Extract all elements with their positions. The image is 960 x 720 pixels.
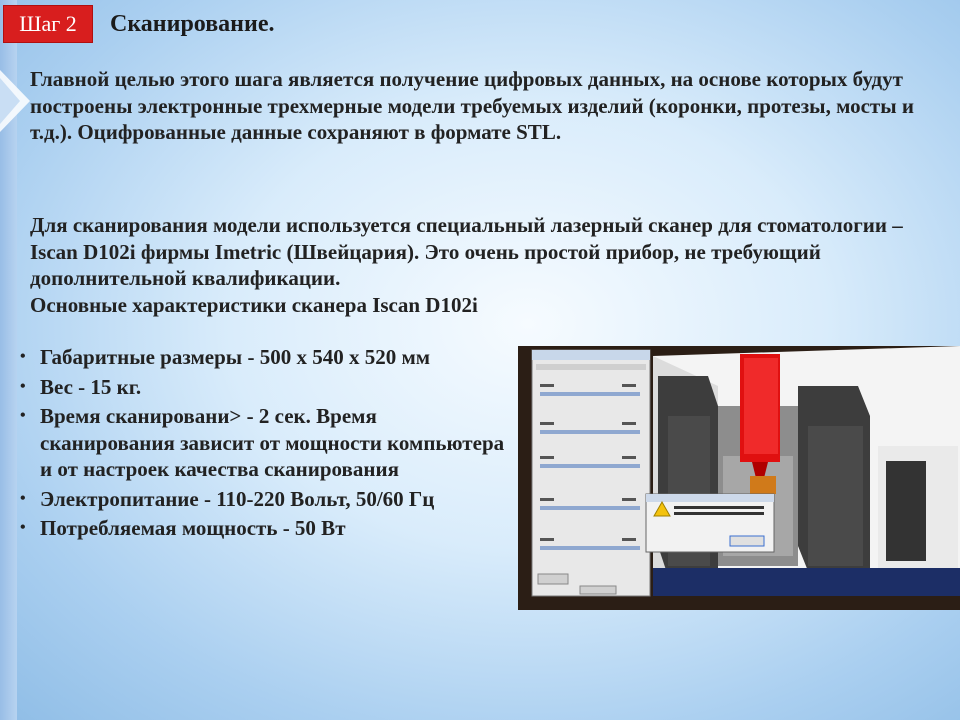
list-item [10,515,510,542]
page-title: Сканирование. [110,11,275,37]
bullet-icon: • [20,489,26,507]
list-item [10,403,510,483]
spec-text: Потребляемая мощность - 50 Вт [40,516,346,540]
step-badge: Шаг 2 [4,6,92,42]
list-item [10,344,510,371]
spec-text: Вес - 15 кг. [40,374,142,399]
bullet-icon: • [20,348,26,365]
list-item [10,374,510,401]
bullet-icon: • [20,407,26,424]
list-item [10,486,510,513]
spec-text: Габаритные размеры - 500 х 540 х 520 мм [40,345,431,369]
scanner-software-image [518,346,960,610]
spec-text: Время сканировани> - 2 сек. Время сканирования зависит от мощности компьютера и от настроек качества сканирования [40,404,505,481]
scanner-paragraph [30,212,950,318]
bullet-icon: • [20,519,26,536]
scanner-description: Для сканирования модели используется специальный лазерный сканер для стоматологии – Iscan D102i фирмы Imetric (Швейцария). Это очень простой прибор, не требующий дополнительной квалификации. [30,213,903,290]
specs-heading: Основные характеристики сканера Iscan D102i [30,292,478,317]
arrow-decor-icon [0,70,30,132]
spec-text: Электропитание - 110-220 Вольт, 50/60 Гц [40,486,435,511]
machine-illustration [518,346,960,610]
bullet-icon: • [20,377,26,395]
intro-paragraph: Главной целью этого шага является получение цифровых данных, на основе которых будут построены электронные трехмерные модели требуемых изделий (коронки, протезы, мосты и т.д.). Оцифрованные данные сохраняют в формате STL. [30,67,914,144]
spec-list [10,344,510,545]
